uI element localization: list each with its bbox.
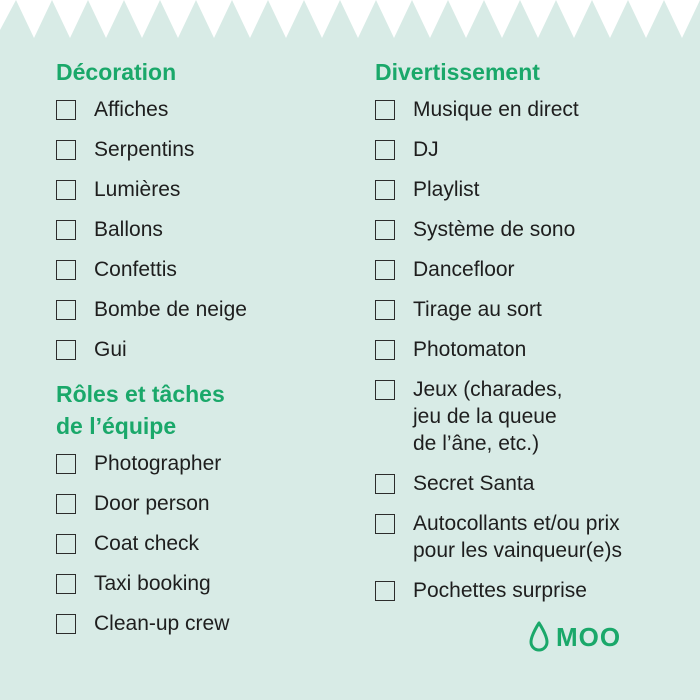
item-label: Taxi booking [94, 572, 211, 595]
checklist-item[interactable] [56, 336, 356, 363]
checklist-item[interactable] [56, 136, 356, 163]
checkbox[interactable] [375, 474, 395, 494]
checkbox[interactable] [375, 340, 395, 360]
checklist-item[interactable] [375, 176, 685, 203]
checkbox[interactable] [56, 140, 76, 160]
checkbox[interactable] [56, 300, 76, 320]
checklist-item[interactable] [375, 296, 685, 323]
item-label: Secret Santa [413, 472, 535, 495]
drop-icon [528, 621, 550, 653]
checkbox[interactable] [56, 260, 76, 280]
item-label: Bombe de neige [94, 298, 247, 321]
checkbox[interactable] [56, 574, 76, 594]
entertainment-list [375, 96, 685, 604]
checkbox[interactable] [56, 340, 76, 360]
decoration-list [56, 96, 356, 363]
checklist-item[interactable] [56, 216, 356, 243]
checklist-item[interactable] [56, 610, 356, 637]
checklist-item[interactable] [56, 296, 356, 323]
item-label: Coat check [94, 532, 200, 555]
checklist-item[interactable] [56, 490, 356, 517]
checklist-item[interactable] [375, 136, 685, 163]
checklist-item[interactable] [375, 256, 685, 283]
checkbox[interactable] [375, 100, 395, 120]
checklist-item[interactable] [375, 577, 685, 604]
item-label: Photomaton [413, 338, 527, 361]
left-column [56, 56, 356, 650]
item-label: Clean-up crew [94, 612, 230, 635]
checkbox[interactable] [375, 380, 395, 400]
checklist-item[interactable] [375, 510, 685, 564]
checkbox[interactable] [56, 100, 76, 120]
item-label: Affiches [94, 98, 169, 121]
logo-text: MOO [556, 622, 622, 652]
checkbox[interactable] [56, 454, 76, 474]
item-label: Lumières [94, 178, 181, 201]
checklist-item[interactable] [56, 256, 356, 283]
item-label: Serpentins [94, 138, 195, 161]
moo-logo [528, 620, 621, 654]
section-title-roles: Rôles et tâches de l’équipe [56, 381, 225, 439]
checkbox[interactable] [56, 494, 76, 514]
right-column [375, 56, 685, 617]
checklist-item[interactable] [375, 336, 685, 363]
item-label: Ballons [94, 218, 163, 241]
checkbox[interactable] [56, 534, 76, 554]
checkbox[interactable] [375, 180, 395, 200]
checklist-item[interactable] [375, 216, 685, 243]
checklist-item[interactable] [56, 450, 356, 477]
roles-list [56, 450, 356, 637]
item-label: Dancefloor [413, 258, 515, 281]
checkbox[interactable] [375, 260, 395, 280]
section-title-decoration: Décoration [56, 59, 177, 85]
checklist-item[interactable] [56, 530, 356, 557]
checkbox[interactable] [375, 514, 395, 534]
checkbox[interactable] [375, 140, 395, 160]
item-label: DJ [413, 138, 439, 161]
item-label: Jeux (charades, jeu de la queue de l’âne, etc.) [413, 378, 563, 455]
item-label: Gui [94, 338, 127, 361]
item-label: Door person [94, 492, 210, 515]
item-label: Système de sono [413, 218, 576, 241]
checklist-item[interactable] [375, 470, 685, 497]
checklist-item[interactable] [56, 176, 356, 203]
checkbox[interactable] [56, 614, 76, 634]
zigzag-edge [0, 0, 700, 42]
item-label: Autocollants et/ou prix pour les vainqueur(e)s [413, 512, 622, 562]
checklist-item[interactable] [56, 96, 356, 123]
checkbox[interactable] [375, 581, 395, 601]
item-label: Playlist [413, 178, 480, 201]
checklist-item[interactable] [375, 96, 685, 123]
item-label: Musique en direct [413, 98, 579, 121]
checkbox[interactable] [56, 220, 76, 240]
item-label: Tirage au sort [413, 298, 542, 321]
checkbox[interactable] [375, 220, 395, 240]
item-label: Confettis [94, 258, 177, 281]
item-label: Pochettes surprise [413, 579, 587, 602]
section-title-entertainment: Divertissement [375, 59, 540, 85]
checkbox[interactable] [56, 180, 76, 200]
checklist-item[interactable] [56, 570, 356, 597]
item-label: Photographer [94, 452, 222, 475]
checkbox[interactable] [375, 300, 395, 320]
checklist-item[interactable] [375, 376, 685, 457]
